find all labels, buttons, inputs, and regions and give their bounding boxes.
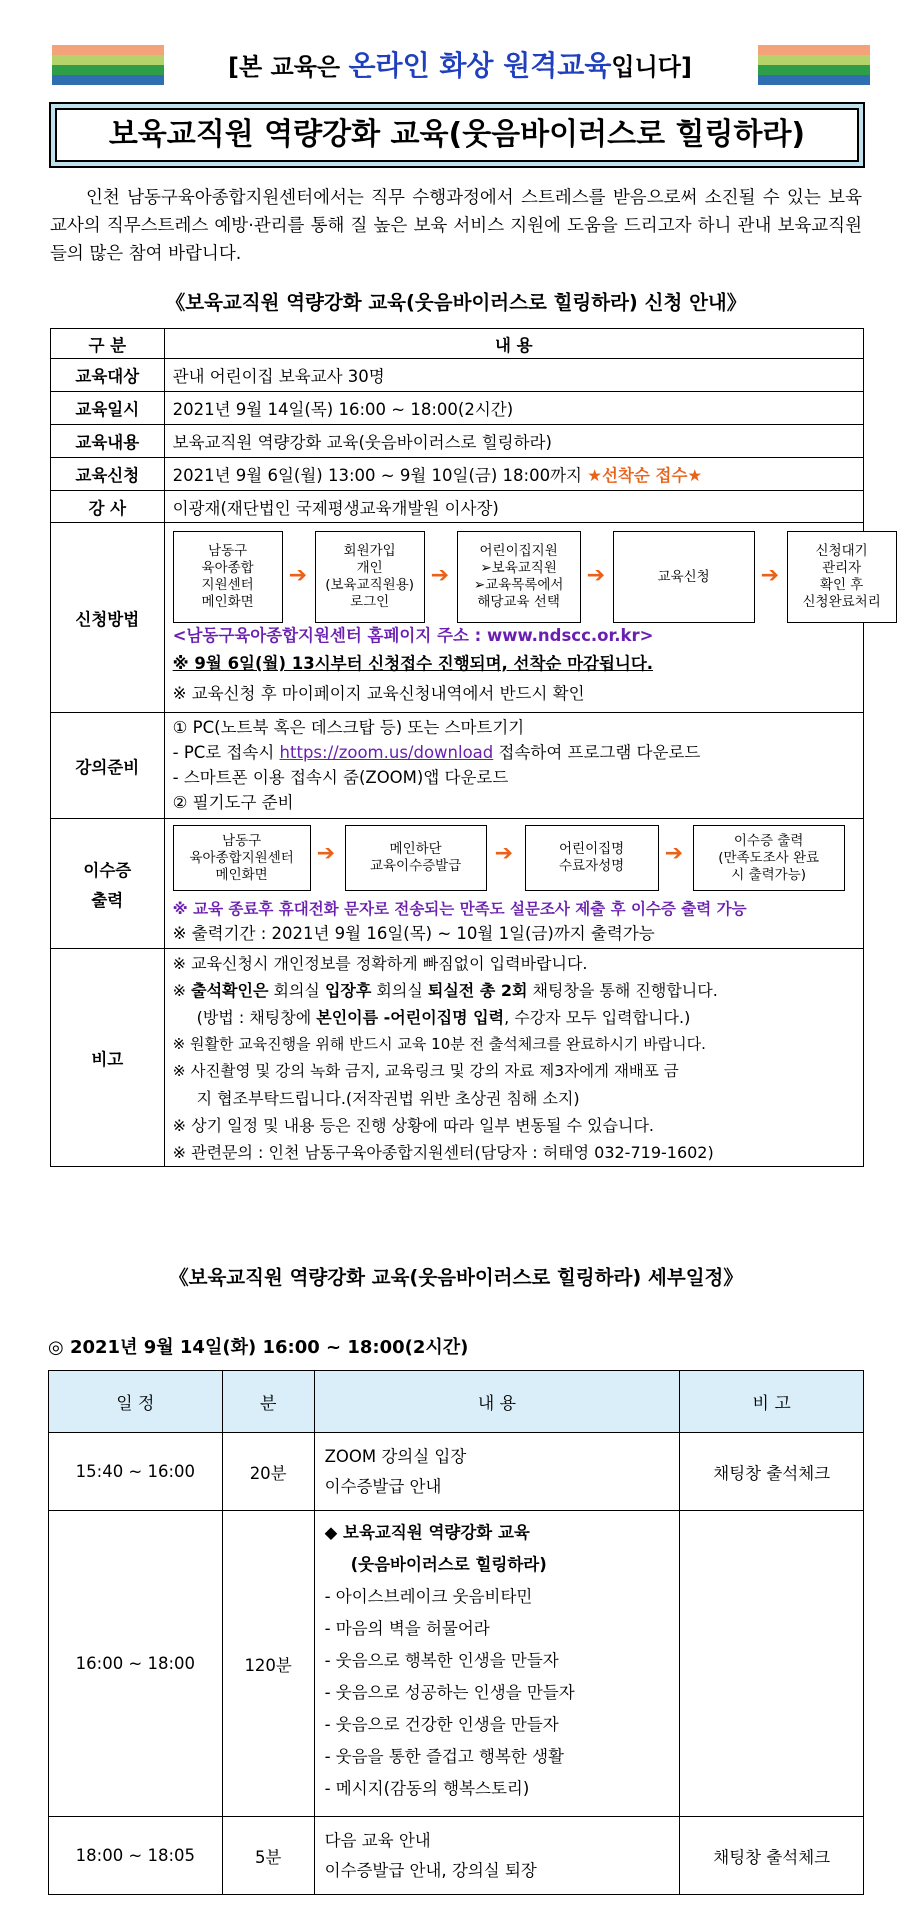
remark-line-8: ※ 관련문의 : 인천 남동구육아종합지원센터(담당자 : 허태영 032-719-1602) [172,1143,714,1162]
remark-line-2a: ※ [172,981,192,1000]
method-step-2: 회원가입 개인 (보육교직원용) 로그인 [315,531,425,623]
remark-line-3b: 본인이름 -어린이집명 입력 [316,1008,505,1027]
remark-line-7: ※ 상기 일정 및 내용 등은 진행 상황에 따라 일부 변동될 수 있습니다. [172,1116,655,1135]
row2-minutes: 120분 [222,1511,314,1817]
application-info-table [50,328,881,1167]
cert-step-3: 어린이집명 수료자성명 [525,825,659,891]
prep-line-4: ② 필기도구 준비 [172,793,294,812]
remark-line-2b: 출석확인은 [191,981,269,1000]
intro-paragraph: 인천 남동구육아종합지원센터에서는 직무 수행과정에서 스트레스를 받음으로써 소진될 수 있는 보육교사의 직무스트레스 예방·관리를 통해 질 높은 보육 서비스 지원에 도움을 드리고자 하니 관내 보육교직원들의 많은 참여 바랍니다. [50,188,862,264]
remark-line-6: 지 협조부탁드립니다.(저작권법 위반 초상권 침해 소지) [196,1089,580,1108]
row3-content-line2: 이수증발급 안내, 강의실 퇴장 [324,1860,537,1880]
prep-cell [164,713,863,819]
prep-line-2 [173,740,855,765]
label-remarks: 비고 [51,949,165,1167]
table-row [49,1817,864,1895]
label-certificate-line2: 출력 [91,890,124,910]
remark-line-3a: (방법 : 채팅창에 [196,1008,317,1027]
label-prep: 강의준비 [51,713,165,819]
row2-heading-2: (웃음바이러스로 힐링하라) [350,1555,547,1574]
cert-step-4: 이수증 출력 (만족도조사 완료 시 출력가능) [693,825,845,891]
label-instructor: 강 사 [51,491,165,523]
homepage-address: <남동구육아종합지원센터 홈페이지 주소 : www.ndscc.or.kr> [172,626,654,645]
table-row [49,1433,864,1511]
label-target: 교육대상 [51,359,165,392]
row2-time: 16:00 ~ 18:00 [49,1511,223,1817]
list-item: - 마음의 벽을 허물어라 [324,1619,490,1638]
banner-highlight: 온라인 화상 원격교육 [348,49,612,82]
remark-line-1: ※ 교육신청시 개인정보를 정확하게 빠짐없이 입력바랍니다. [172,954,588,973]
schedule-header-content: 내 용 [314,1371,680,1433]
remark-line-2e: 회의실 [371,981,428,1000]
value-content: 보육교직원 역량강화 교육(웃음바이러스로 힐링하라) [164,425,863,458]
row1-minutes: 20분 [222,1433,314,1511]
cert-notice-bold: ※ 교육 종료후 휴대전화 문자로 전송되는 만족도 설문조사 제출 후 이수증 출력 가능 [172,900,747,918]
apply-period: 2021년 9월 6일(월) 13:00 ~ 9월 10일(금) 18:00까지 [172,466,582,485]
prep-line-1: ① PC(노트북 혹은 데스크탑 등) 또는 스마트기기 [172,718,525,737]
first-come-badge: ★선착순 접수★ [587,466,703,485]
cert-step-1: 남동구 육아종합지원센터 메인화면 [173,825,311,891]
value-date: 2021년 9월 14일(목) 16:00 ~ 18:00(2시간) [164,392,863,425]
list-item: - 아이스브레이크 웃음비타민 [324,1587,533,1606]
prep-line-2-suffix: 접속하여 프로그램 다운로드 [493,743,701,762]
method-step-1: 남동구 육아종합 지원센터 메인화면 [173,531,283,623]
method-step-5: 신청대기 관리자 확인 후 신청완료처리 [787,531,897,623]
banner-suffix: 입니다] [611,53,692,81]
row3-note: 채팅창 출석체크 [680,1817,864,1895]
row1-time: 15:40 ~ 16:00 [49,1433,223,1511]
row3-time: 18:00 ~ 18:05 [49,1817,223,1895]
schedule-header-time: 일 정 [49,1371,223,1433]
row2-note [680,1511,864,1817]
value-apply [164,458,863,491]
method-cell [164,523,881,713]
left-decorative-stripes [52,45,164,85]
certificate-cell [164,819,863,949]
remark-line-2g: 채팅창을 통해 진행합니다. [527,981,718,1000]
row1-content-line1: ZOOM 강의실 입장 [324,1446,467,1466]
arrow-right-icon: ➔ [760,563,780,588]
arrow-right-icon: ➔ [316,841,336,866]
prep-line-3: - 스마트폰 이용 접속시 줌(ZOOM)앱 다운로드 [172,768,509,787]
row1-note: 채팅창 출석체크 [680,1433,864,1511]
table-row [49,1511,864,1817]
cert-step-2: 메인하단 교육이수증발급 [345,825,487,891]
table-header-category: 구 분 [51,329,165,359]
remark-line-3c: , 수강자 모두 입력합니다.) [504,1008,691,1027]
zoom-download-link[interactable]: https://zoom.us/download [279,743,494,762]
list-item: - 웃음을 통한 즐겁고 행복한 생활 [324,1747,564,1766]
row1-content-line2: 이수증발급 안내 [324,1476,442,1496]
arrow-right-icon: ➔ [586,563,606,588]
method-step-4: 교육신청 [613,531,755,623]
label-certificate [51,819,165,949]
row3-content-line1: 다음 교육 안내 [324,1830,431,1850]
arrow-right-icon: ➔ [288,563,308,588]
label-date: 교육일시 [51,392,165,425]
right-decorative-stripes [758,45,870,85]
schedule-date: ◎ 2021년 9월 14일(화) 16:00 ~ 18:00(2시간) [48,1337,469,1358]
remark-line-2 [173,977,855,1004]
list-item: - 웃음으로 성공하는 인생을 만들자 [324,1683,575,1702]
value-instructor: 이광재(재단법인 국제평생교육개발원 이사장) [164,491,863,523]
label-apply: 교육신청 [51,458,165,491]
page-title: 보육교직원 역량강화 교육(웃음바이러스로 힐링하라) [55,108,859,162]
remark-line-2c: 회의실 [268,981,325,1000]
schedule-table [48,1370,864,1895]
schedule-header-minutes: 분 [222,1371,314,1433]
application-section-title: 《보육교직원 역량강화 교육(웃음바이러스로 힐링하라) 신청 안내》 [165,291,747,314]
remarks-cell [164,949,863,1167]
remark-line-2f: 퇴실전 총 2회 [427,981,528,1000]
row2-heading-1: ◆ 보육교직원 역량강화 교육 [324,1523,530,1542]
remark-line-3 [173,1004,855,1031]
arrow-right-icon: ➔ [430,563,450,588]
method-notice: ※ 교육신청 후 마이페이지 교육신청내역에서 반드시 확인 [172,684,585,703]
cert-notice: ※ 출력기간 : 2021년 9월 16일(목) ~ 10월 1일(금)까지 출력가능 [172,924,655,943]
list-item: - 메시지(감동의 행복스토리) [324,1779,530,1798]
remark-line-2d: 입장후 [324,981,372,1000]
online-notice-banner [170,44,750,84]
prep-line-2-text: - PC로 접속시 [172,743,280,762]
arrow-right-icon: ➔ [664,841,684,866]
schedule-section-title: 《보육교직원 역량강화 교육(웃음바이러스로 힐링하라) 세부일정》 [169,1266,743,1289]
row3-minutes: 5분 [222,1817,314,1895]
remark-line-4: ※ 원활한 교육진행을 위해 반드시 교육 10분 전 출석체크를 완료하시기 바랍니다. [172,1035,706,1053]
table-header-content: 내 용 [164,329,863,359]
list-item: - 웃음으로 건강한 인생을 만들자 [324,1715,559,1734]
method-notice-bold: ※ 9월 6일(월) 13시부터 신청접수 진행되며, 선착순 마감됩니다. [172,654,654,673]
label-certificate-line1: 이수증 [83,860,132,880]
schedule-header-note: 비 고 [680,1371,864,1433]
row3-content [314,1817,680,1895]
row2-content [314,1511,680,1817]
banner-prefix: [본 교육은 [228,53,349,81]
label-content: 교육내용 [51,425,165,458]
method-step-3: 어린이집지원 ➢보육교직원 ➢교육목록에서 해당교육 선택 [457,531,581,623]
label-method: 신청방법 [51,523,165,713]
arrow-right-icon: ➔ [494,841,514,866]
list-item: - 웃음으로 행복한 인생을 만들자 [324,1651,559,1670]
row1-content [314,1433,680,1511]
value-target: 관내 어린이집 보육교사 30명 [164,359,863,392]
remark-line-5: ※ 사진촬영 및 강의 녹화 금지, 교육링크 및 강의 자료 제3자에게 재배포 금 [172,1062,679,1080]
